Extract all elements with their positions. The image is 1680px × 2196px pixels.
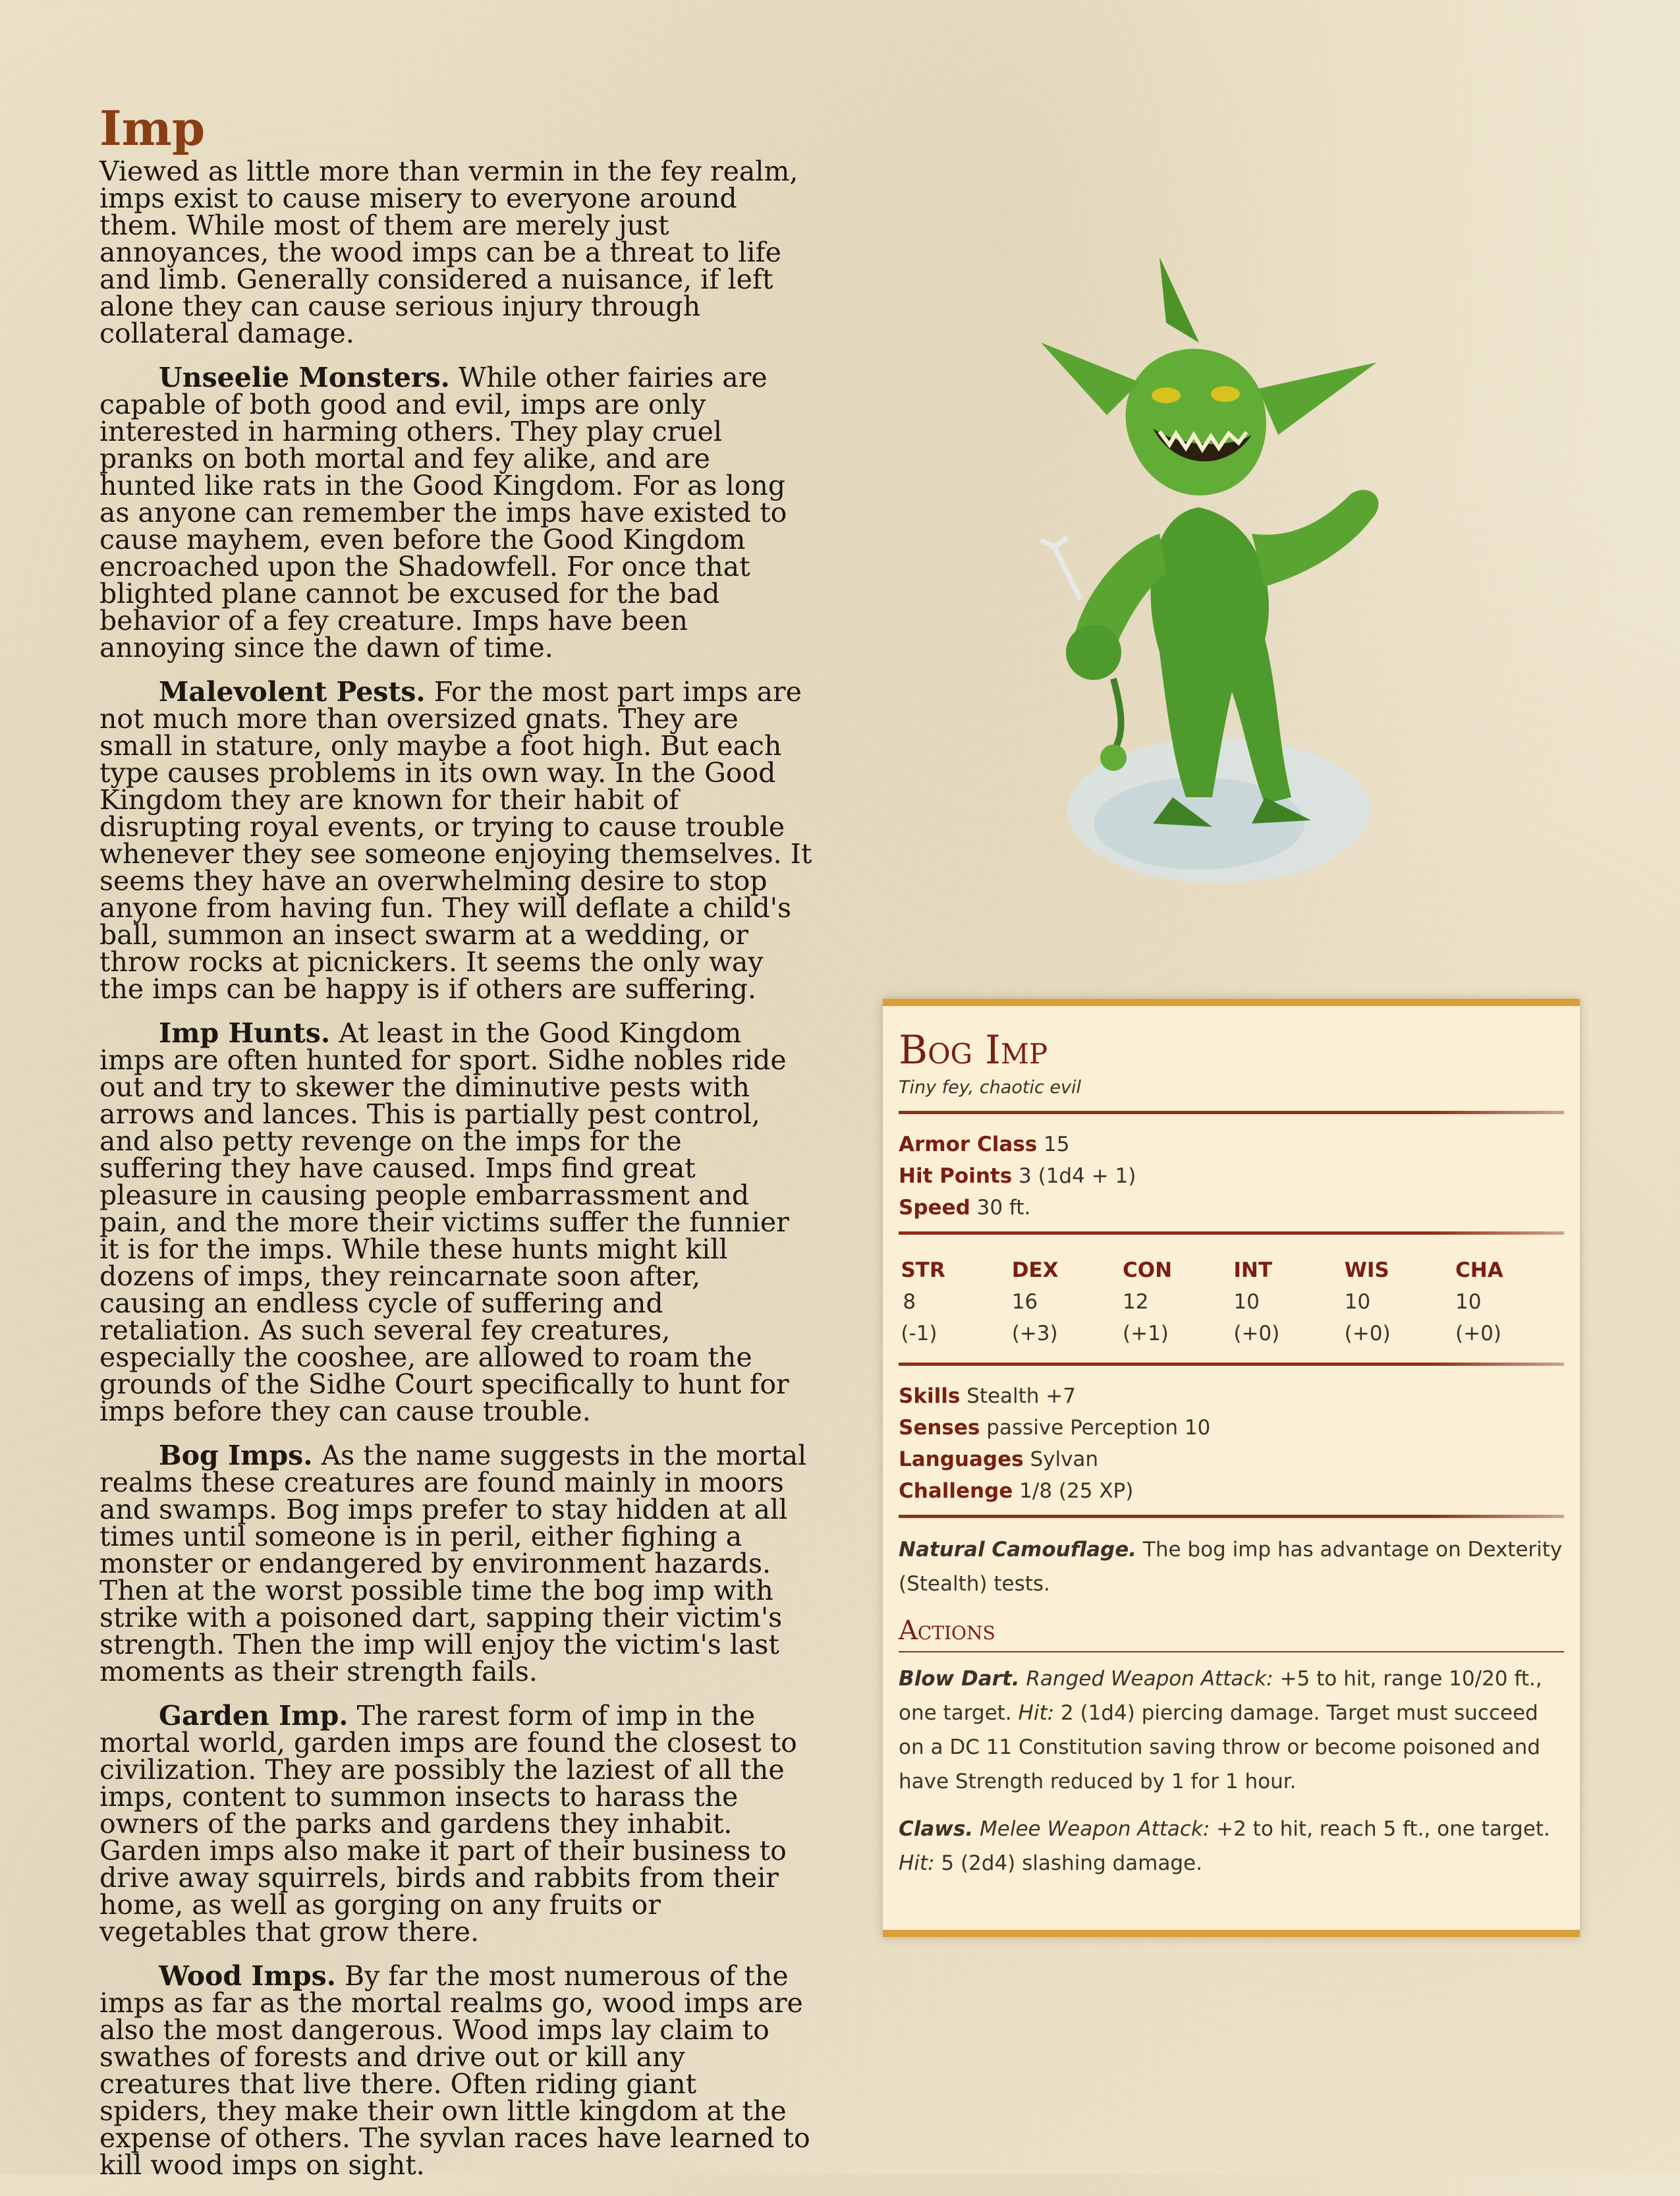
section-heading: Imp Hunts. xyxy=(159,1017,331,1049)
ability-con xyxy=(1123,1254,1229,1349)
languages xyxy=(899,1444,1564,1475)
section-text: The rarest form of imp in the mortal world, garden imps are found the closest to civilization. They are possibly the laziest of all the imps, content to summon insects to harass the owners of the parks and gardens they inhabit. Garden imps also make it part of their business to drive away squirrels, birds and rabbits from their home, as well as gorging on any fruits or vegetables that grow there. xyxy=(99,1700,797,1948)
label: Challenge xyxy=(899,1479,1013,1503)
value: 30 ft. xyxy=(976,1196,1031,1220)
value: Stealth +7 xyxy=(966,1384,1077,1408)
section-malevolent-pests xyxy=(99,676,812,1005)
divider xyxy=(899,1363,1564,1366)
main-column xyxy=(99,99,812,2196)
divider xyxy=(899,1515,1564,1518)
trait-natural-camouflage xyxy=(899,1533,1564,1601)
trait-name: Natural Camouflage. xyxy=(899,1538,1137,1562)
value: passive Perception 10 xyxy=(986,1416,1211,1440)
ability-dex xyxy=(1012,1254,1119,1349)
label: Hit Points xyxy=(899,1164,1013,1188)
divider xyxy=(899,1111,1564,1114)
value: 3 (1d4 + 1) xyxy=(1019,1164,1136,1188)
ability-value: 12 (+1) xyxy=(1123,1290,1169,1345)
intro-paragraph: Viewed as little more than vermin in the fey realm, imps exist to cause misery to everyone around them. While most of them are merely just annoyances, the wood imps can be a threat to life and limb. Generally considered a nuisance, if left alone they can cause serious injury through collateral damage. xyxy=(99,155,798,349)
section-heading: Bog Imps. xyxy=(159,1440,313,1471)
hit-points xyxy=(899,1160,1564,1192)
action-claws xyxy=(899,1812,1564,1880)
value: 15 xyxy=(1044,1133,1070,1156)
hit-label: Hit: xyxy=(1018,1701,1055,1725)
ability-wis xyxy=(1345,1254,1451,1349)
armor-class xyxy=(899,1129,1564,1160)
action-text: +5 to hit, range 10/20 ft., one target. xyxy=(899,1667,1542,1725)
ability-value: 10 (+0) xyxy=(1344,1290,1391,1345)
senses xyxy=(899,1412,1564,1444)
ability-name: WIS xyxy=(1344,1258,1389,1282)
ability-int xyxy=(1233,1254,1340,1349)
section-text: While other fairies are capable of both good and evil, imps are only interested in harming others. They play cruel pranks on both mortal and fey alike, and are hunted like rats in the Good Kingdom. For as long as anyone can remember the imps have existed to cause mayhem, even before the Good Kingdom encroached upon the Shadowfell. For once that blighted plane cannot be excused for the bad behavior of a fey creature. Imps have been annoying since the dawn of time. xyxy=(99,362,787,663)
ability-value: 16 (+3) xyxy=(1011,1290,1058,1345)
imp-illustration xyxy=(1001,231,1410,903)
action-text: 5 (2d4) slashing damage. xyxy=(934,1851,1202,1875)
section-heading: Malevolent Pests. xyxy=(159,676,426,708)
skills xyxy=(899,1380,1564,1412)
ability-name: DEX xyxy=(1011,1258,1059,1282)
divider xyxy=(899,1231,1564,1235)
action-name: Blow Dart. xyxy=(899,1667,1020,1691)
ability-name: INT xyxy=(1233,1258,1272,1282)
section-wood-imps xyxy=(99,1960,812,2181)
section-imp-hunts xyxy=(99,1017,812,1427)
creature-name: Bog Imp xyxy=(899,1027,1048,1073)
hit-label: Hit: xyxy=(899,1851,935,1875)
speed xyxy=(899,1192,1564,1224)
value: Sylvan xyxy=(1030,1448,1099,1471)
ability-value: 10 (+0) xyxy=(1455,1290,1501,1345)
ability-scores xyxy=(899,1249,1564,1355)
section-bog-imps xyxy=(99,1442,812,1685)
creature-type: Tiny fey, chaotic evil xyxy=(899,1077,1081,1098)
section-text: For the most part imps are not much more than oversized gnats. They are small in stature, only maybe a foot high. But each type causes problems in its own way. In the Good Kingdom they are known for their habit of disrupting royal events, or trying to cause trouble whenever they see someone enjoying themselves. It seems they have an overwhelming desire to stop anyone from having fun. They will deflate a child's ball, summon an insect swarm at a wedding, or throw rocks at picnickers. It seems the only way the imps can be happy is if others are suffering. xyxy=(99,676,812,1005)
label: Armor Class xyxy=(899,1133,1038,1156)
section-text: As the name suggests in the mortal realms these creatures are found mainly in moors and swamps. Bog imps prefer to stay hidden at all times until someone is in peril, either fighing a monster or endangered by environment hazards. Then at the worst possible time the bog imp with strike with a poisoned dart, sapping their victim's strength. Then the imp will enjoy the victim's last moments as their strength fails. xyxy=(99,1440,807,1687)
page-title: Imp xyxy=(99,100,206,156)
section-unseelie-monsters xyxy=(99,364,812,662)
ability-name: STR xyxy=(901,1258,945,1282)
ability-value: 10 (+0) xyxy=(1233,1290,1280,1345)
section-heading: Garden Imp. xyxy=(159,1700,349,1731)
attack-type: Melee Weapon Attack: xyxy=(980,1817,1210,1841)
challenge xyxy=(899,1475,1564,1507)
action-text: +2 to hit, reach 5 ft., one target. xyxy=(1210,1817,1550,1841)
stat-block xyxy=(883,999,1580,1937)
ability-name: CON xyxy=(1123,1258,1173,1282)
ability-cha xyxy=(1455,1254,1562,1349)
label: Languages xyxy=(899,1448,1024,1471)
section-garden-imp xyxy=(99,1700,812,1948)
trait-text: The bog imp has advantage on Dexterity (Stealth) tests. xyxy=(899,1538,1563,1596)
label: Speed xyxy=(899,1196,970,1220)
section-heading: Unseelie Monsters. xyxy=(159,362,450,393)
action-name: Claws. xyxy=(899,1817,974,1841)
section-text: At least in the Good Kingdom imps are often hunted for sport. Sidhe nobles ride out and try to skewer the diminutive pests with arrows and lances. This is partially pest control, and also petty revenge on the imps for the suffering they have caused. Imps find great pleasure in causing people embarrassment and pain, and the more their victims suffer the funnier it is for the imps. While these hunts might kill dozens of imps, they reincarnate soon after, causing an endless cycle of suffering and retaliation. As such several fey creatures, especially the cooshee, are allowed to roam the grounds of the Sidhe Court specifically to hunt for imps before they can cause trouble. xyxy=(99,1017,789,1427)
actions-heading: Actions xyxy=(899,1616,1564,1652)
ability-str xyxy=(901,1254,1007,1349)
action-blow-dart xyxy=(899,1662,1564,1799)
label: Senses xyxy=(899,1416,980,1440)
attack-type: Ranged Weapon Attack: xyxy=(1026,1667,1274,1691)
section-text: By far the most numerous of the imps as far as the mortal realms go, wood imps are also the most dangerous. Wood imps lay claim to swathes of forests and drive out or kill any creatures that live there. Often riding giant spiders, they make their own little kingdom at the expense of others. The syvlan races have learned to kill wood imps on sight. xyxy=(99,1960,810,2181)
action-text: 2 (1d4) piercing damage. Target must succeed on a DC 11 Constitution saving throw or become poisoned and have Strength reduced by 1 for 1 hour. xyxy=(899,1701,1540,1793)
label: Skills xyxy=(899,1384,961,1408)
ability-name: CHA xyxy=(1455,1258,1503,1282)
ability-value: 8 (-1) xyxy=(901,1290,938,1345)
value: 1/8 (25 XP) xyxy=(1019,1479,1134,1503)
section-heading: Wood Imps. xyxy=(159,1960,336,1992)
